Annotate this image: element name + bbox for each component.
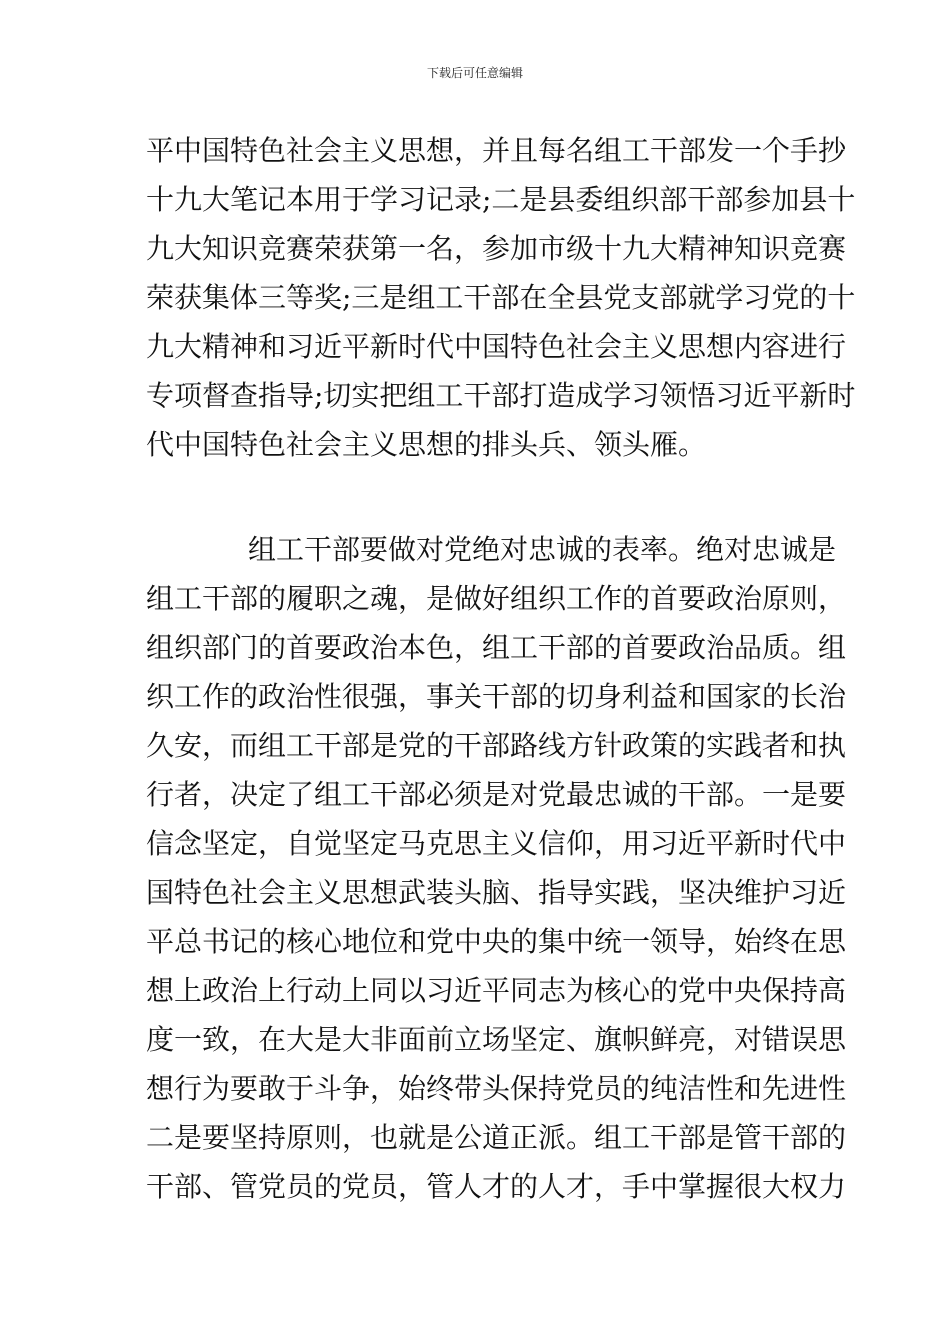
text-line: 国特色社会主义思想武装头脑、指导实践，坚决维护习近	[146, 876, 847, 909]
text-line: 组织部门的首要政治本色，组工干部的首要政治品质。组	[146, 631, 847, 664]
text-line: 九大精神和习近平新时代中国特色社会主义思想内容进行	[146, 330, 847, 363]
text-line: 九大知识竞赛荣获第一名，参加市级十九大精神知识竞赛	[146, 232, 847, 265]
paragraph-2	[146, 525, 847, 1211]
text-line: 专项督查指导;切实把组工干部打造成学习领悟习近平新时	[146, 379, 856, 412]
text-line: 干部、管党员的党员，管人才的人才，手中掌握很大权力	[146, 1170, 847, 1203]
text-line: 十九大笔记本用于学习记录;二是县委组织部干部参加县十	[146, 183, 856, 216]
text-line: 平总书记的核心地位和党中央的集中统一领导，始终在思	[146, 925, 847, 958]
text-line: 平中国特色社会主义思想，并且每名组工干部发一个手抄	[146, 134, 847, 167]
text-line: 组工干部要做对党绝对忠诚的表率。绝对忠诚是	[248, 533, 837, 566]
text-line: 想行为要敢于斗争，始终带头保持党员的纯洁性和先进性	[146, 1072, 847, 1105]
paragraph-1	[146, 126, 856, 469]
text-line: 织工作的政治性很强，事关干部的切身利益和国家的长治	[146, 680, 847, 713]
text-line: 想上政治上行动上同以习近平同志为核心的党中央保持高	[146, 974, 847, 1007]
text-line: 代中国特色社会主义思想的排头兵、领头雁。	[146, 428, 707, 461]
page-header: 下载后可任意编辑	[426, 66, 523, 80]
text-line: 荣获集体三等奖;三是组工干部在全县党支部就学习党的十	[146, 281, 856, 314]
text-line: 久安，而组工干部是党的干部路线方针政策的实践者和执	[146, 729, 847, 762]
text-line: 二是要坚持原则，也就是公道正派。组工干部是管干部的	[146, 1121, 847, 1154]
text-line: 信念坚定，自觉坚定马克思主义信仰，用习近平新时代中	[146, 827, 847, 860]
text-line: 行者，决定了组工干部必须是对党最忠诚的干部。一是要	[146, 778, 847, 811]
text-line: 度一致，在大是大非面前立场坚定、旗帜鲜亮，对错误思	[146, 1023, 847, 1056]
text-line: 组工干部的履职之魂，是做好组织工作的首要政治原则，	[146, 582, 847, 615]
